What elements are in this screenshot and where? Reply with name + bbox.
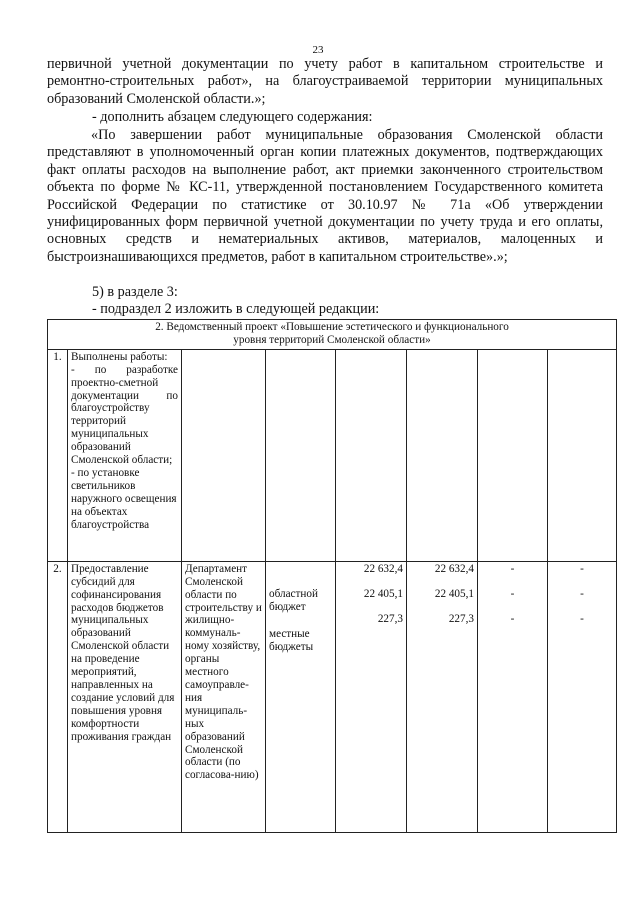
funding-source-cell: [266, 561, 336, 832]
empty-cell: [478, 349, 548, 561]
activity-name-cell: Предоставление субсидий для софинансирования расходов бюджетов муниципальных образований Смоленской области на проведение мероприятий, направленных на создание условий для повышения уровня комфортности проживания граждан: [68, 561, 182, 832]
amount-total-sum: 22 632,4: [363, 562, 403, 575]
amount-year-sum: 22 632,4: [434, 562, 474, 575]
funding-source-regional: областной бюджет: [269, 587, 318, 613]
project-table: [47, 319, 617, 833]
empty-cell: [548, 349, 617, 561]
table-row: [48, 349, 617, 561]
table-section-header: 2. Ведомственный проект «Повышение эстетического и функционального уровня территорий Смоленской области»: [48, 320, 617, 350]
list-item-section-3: 5) в разделе 3:: [92, 284, 178, 300]
empty-cell: [182, 349, 266, 561]
responsible-cell: Департамент Смоленской области по строительству и жилищно-коммуналь-ному хозяйству, органы местного самоуправле-ния муниципаль-ных образований Смоленской области (по согласова-нию): [182, 561, 266, 832]
paragraph-continuation: первичной учетной документации по учету работ в капитальном строительстве и ремонтно-строительных работ», на благоустраиваемой территории муниципальных образований Смоленской области.»;: [47, 56, 603, 107]
funding-source-local: местные бюджеты: [269, 627, 314, 653]
list-item-add-paragraph: - дополнить абзацем следующего содержания:: [92, 109, 373, 125]
row-number: 1.: [48, 349, 68, 561]
list-item-subsection-2: - подраздел 2 изложить в следующей редакции:: [92, 301, 380, 317]
amount-next-year-cell: - - -: [478, 561, 548, 832]
amount-total-regional: 22 405,1: [363, 587, 403, 600]
amount-total-local: 227,3: [377, 612, 403, 625]
amount-year-local: 227,3: [448, 612, 474, 625]
paragraph-added-text: «По завершении работ муниципальные образования Смоленской области представляют в уполномоченный орган копии платежных документов, подтверждающих факт оплаты расходов на выполнение работ, акт приемки законченного строительством объекта по форме № КС-11, утвержденной постановлением Государственного комитета Российской Федерации по статистике от 30.10.97 № 71а «Об утверждении унифицированных форм первичной учетной документации по учету труда и его оплаты, основных средств и нематериальных активов, материалов, малоценных и быстроизнашивающихся предметов, работ в капитальном строительстве».»;: [47, 127, 603, 265]
amount-year-regional: 22 405,1: [434, 587, 474, 600]
empty-cell: [266, 349, 336, 561]
empty-cell: [336, 349, 407, 561]
table-row: [48, 561, 617, 832]
works-cell: Выполнены работы: - по разработке проектно-сметной документации по благоустройству территорий муниципальных образований Смоленской области; - по установке светильников наружного освещения на объектах благоустройства: [68, 349, 182, 561]
table-header-row: [48, 320, 617, 350]
amount-year-cell: [407, 561, 478, 832]
empty-cell: [407, 349, 478, 561]
row-number: 2.: [48, 561, 68, 832]
page-number: 23: [312, 44, 324, 56]
amount-total-cell: [336, 561, 407, 832]
amount-following-year-cell: - - -: [548, 561, 617, 832]
